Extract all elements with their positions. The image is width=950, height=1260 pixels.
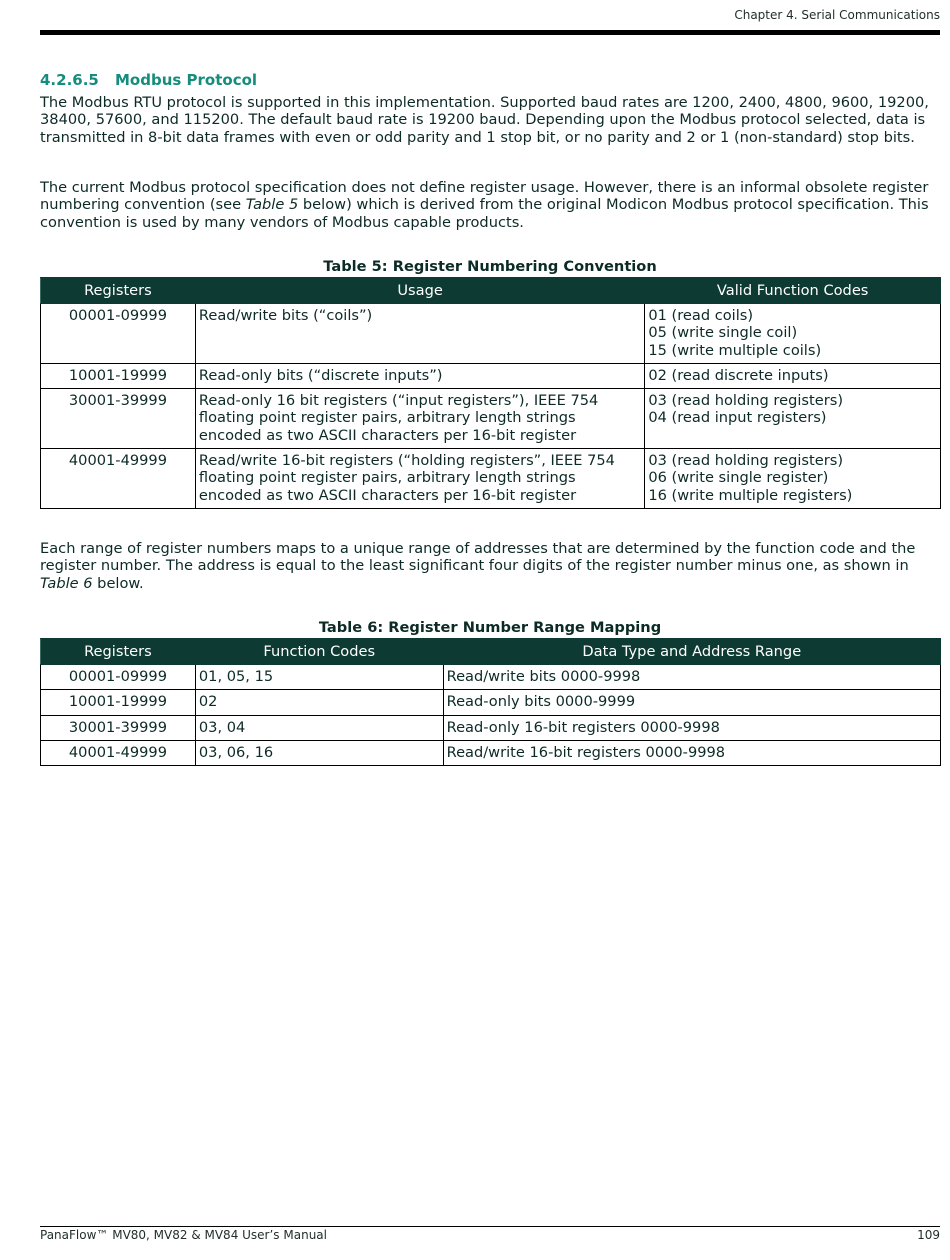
registers-cell: 40001-49999 (41, 449, 196, 509)
table-5-caption: Table 5: Register Numbering Convention (323, 258, 657, 275)
usage-cell (195, 449, 644, 509)
cell-line: Read/write bits (“coils”) (198, 307, 373, 324)
column-header: Registers (41, 278, 196, 304)
column-header: Usage (195, 278, 644, 304)
section-number: 4.2.6.5 (40, 71, 99, 89)
registers-cell: 30001-39999 (41, 715, 196, 740)
table-row (41, 740, 941, 765)
table-header-row (41, 278, 941, 304)
function-codes-cell: 01, 05, 15 (195, 665, 443, 690)
paragraph-text: below) which is derived from the original Modicon Modbus protocol specification. This convention is used by many vendors of Modbus capable products. (40, 196, 929, 231)
cell-line: 03 (read holding registers) (648, 452, 844, 470)
usage-cell (195, 363, 644, 388)
registers-cell: 00001-09999 (41, 665, 196, 690)
address-range-cell: Read/write 16-bit registers 0000-9998 (443, 740, 940, 765)
table-5-reference: Table 5 (245, 196, 299, 214)
address-range-cell: Read-only 16-bit registers 0000-9998 (443, 715, 940, 740)
cell-line: 05 (write single coil) (648, 324, 798, 342)
table-row (41, 715, 941, 740)
table-row (41, 363, 941, 388)
cell-line: 04 (read input registers) (648, 409, 827, 427)
cell-line: 02 (read discrete inputs) (648, 366, 829, 384)
column-header: Function Codes (195, 639, 443, 665)
cell-line: floating point register pairs, arbitrary length strings (198, 469, 576, 487)
paragraph-register-convention (40, 179, 940, 231)
cell-line: 03 (read holding registers) (648, 392, 844, 410)
function-codes-cell: 03, 04 (195, 715, 443, 740)
paragraph-text: Each range of register numbers maps to a unique range of addresses that are determined by the function code and the register number. The address is equal to the least significant four digits of the register number minus one, as shown in (40, 540, 916, 575)
table-header-row (41, 639, 941, 665)
running-header: Chapter 4. Serial Communications (734, 8, 940, 22)
footer-rule (40, 1226, 940, 1227)
section-heading (40, 71, 257, 89)
registers-cell: 10001-19999 (41, 363, 196, 388)
column-header: Data Type and Address Range (443, 639, 940, 665)
table-5-register-numbering (40, 277, 941, 509)
table-row (41, 690, 941, 715)
column-header: Valid Function Codes (645, 278, 941, 304)
codes-cell (645, 449, 941, 509)
registers-cell: 00001-09999 (41, 304, 196, 364)
cell-line: encoded as two ASCII characters per 16-bit register (198, 426, 577, 444)
table-6-caption: Table 6: Register Number Range Mapping (318, 619, 662, 636)
cell-line: 06 (write single register) (648, 469, 829, 487)
cell-line: 15 (write multiple coils) (648, 341, 822, 359)
table-6-range-mapping (40, 638, 941, 766)
function-codes-cell: 02 (195, 690, 443, 715)
usage-cell (195, 389, 644, 449)
codes-cell (645, 389, 941, 449)
paragraph-address-mapping (40, 540, 940, 592)
codes-cell (645, 363, 941, 388)
usage-cell (195, 304, 644, 364)
paragraph-text: The current Modbus protocol specification does not define register usage. However, there is an informal obsolete register numbering convention (see (40, 179, 929, 214)
paragraph-text: below. (92, 574, 144, 592)
column-header: Registers (41, 639, 196, 665)
cell-line: Read-only 16 bit registers (“input registers”), IEEE 754 (198, 392, 599, 410)
codes-cell (645, 304, 941, 364)
cell-line: Read/write 16-bit registers (“holding registers”, IEEE 754 (198, 452, 615, 470)
table-row (41, 449, 941, 509)
cell-line: floating point register pairs, arbitrary length strings (198, 409, 576, 427)
section-title: Modbus Protocol (115, 71, 258, 89)
registers-cell: 40001-49999 (41, 740, 196, 765)
paragraph-baud-rates: The Modbus RTU protocol is supported in this implementation. Supported baud rates are 1200, 2400, 4800, 9600, 19200, 38400, 57600, and 115200. The default baud rate is 19200 baud. Depending upon the Modbus protocol selected, data is transmitted in 8-bit data frames with even or odd parity and 1 stop bit, or no parity and 2 or 1 (non-standard) stop bits. (40, 94, 929, 146)
cell-line: 16 (write multiple registers) (648, 486, 853, 504)
cell-line: encoded as two ASCII characters per 16-bit register (198, 486, 577, 504)
table-6-reference: Table 6 (40, 574, 93, 592)
function-codes-cell: 03, 06, 16 (195, 740, 443, 765)
table-row (41, 304, 941, 364)
table-row (41, 389, 941, 449)
header-rule (40, 30, 940, 35)
cell-line: Read-only bits (“discrete inputs”) (198, 366, 443, 384)
registers-cell: 10001-19999 (41, 690, 196, 715)
address-range-cell: Read/write bits 0000-9998 (443, 665, 940, 690)
registers-cell: 30001-39999 (41, 389, 196, 449)
footer-page-number: 109 (917, 1228, 940, 1242)
cell-line: 01 (read coils) (648, 307, 754, 324)
table-row (41, 665, 941, 690)
footer-manual-title: PanaFlow™ MV80, MV82 & MV84 User’s Manual (40, 1228, 327, 1242)
address-range-cell: Read-only bits 0000-9999 (443, 690, 940, 715)
